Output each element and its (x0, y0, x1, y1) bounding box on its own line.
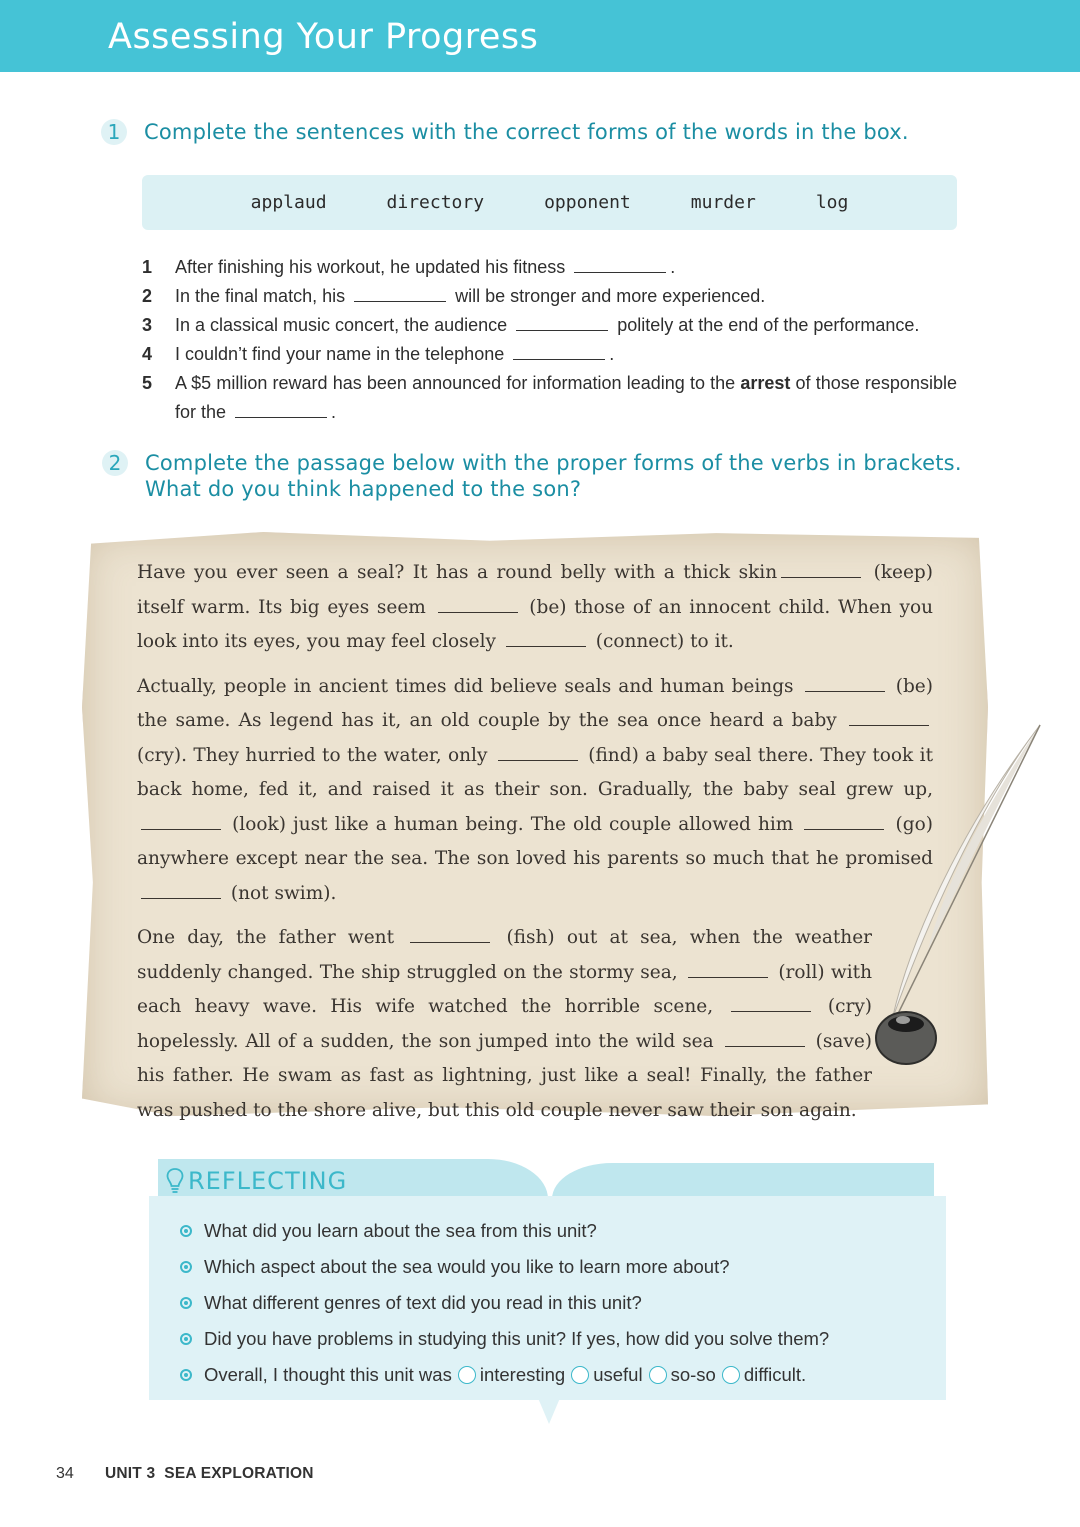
bullet-icon (180, 1297, 192, 1309)
rating-option-radio[interactable] (571, 1366, 589, 1384)
task-2-instruction-line1: Complete the passage below with the proper forms of the verbs in brackets. (145, 451, 962, 475)
story-passage (137, 556, 933, 1138)
question-text: Did you have problems in studying this unit? If yes, how did you solve them? (204, 1328, 830, 1349)
rating-option-label: interesting (479, 1364, 566, 1385)
verb-blank[interactable] (141, 897, 221, 899)
rating-prompt: Overall, I thought this unit was (204, 1364, 452, 1385)
verb-blank[interactable] (410, 941, 490, 943)
reflecting-rating (180, 1357, 940, 1393)
sentence-number: 1 (142, 257, 153, 277)
sentence-text: of those responsible for the (175, 373, 957, 422)
passage-text: One day, the father went (137, 927, 395, 948)
reflecting-question-list (180, 1213, 940, 1393)
verb-blank[interactable] (781, 576, 861, 578)
reflecting-title: REFLECTING (188, 1167, 348, 1195)
bullet-icon (180, 1225, 192, 1237)
task-1-instruction: Complete the sentences with the correct forms of the words in the box. (144, 120, 909, 144)
sentence-item (142, 311, 957, 340)
sentence-text: In a classical music concert, the audience (175, 315, 508, 335)
task-2-instruction-line2: What do you think happened to the son? (145, 477, 582, 501)
passage-paragraph (137, 921, 872, 1128)
reflecting-question (180, 1213, 940, 1249)
reflecting-tab (552, 1163, 934, 1199)
passage-text: (save) his father. He swam as fast as lightning, just like a seal! Finally, the father was pushed to the shore alive, but this old couple never saw their son again. (137, 1030, 872, 1121)
sentence-text: After finishing his workout, he updated his fitness (175, 257, 566, 277)
rating-option-label: difficult. (743, 1364, 807, 1385)
passage-text: (find) a baby seal there. They took it back home, fed it, and raised it as their son. Gradually, the baby seal grew up, (137, 744, 933, 800)
answer-blank[interactable] (354, 300, 446, 302)
sentence-number: 5 (142, 373, 153, 393)
sentence-text: I couldn’t find your name in the telephone (175, 344, 505, 364)
passage-text: (fish) out at sea, when the weather suddenly changed. The ship struggled on the stormy sea, (137, 927, 872, 983)
sentence-number: 4 (142, 344, 153, 364)
word-box-item: murder (690, 192, 756, 213)
passage-paragraph (137, 556, 933, 660)
answer-blank[interactable] (574, 271, 666, 273)
unit-label: UNIT 3 SEA EXPLORATION (105, 1465, 314, 1482)
reflecting-question (180, 1285, 940, 1321)
quill-and-inkwell-image (840, 720, 1050, 1080)
verb-blank[interactable] (731, 1010, 811, 1012)
question-text: What did you learn about the sea from this unit? (204, 1220, 597, 1241)
verb-blank[interactable] (725, 1045, 805, 1047)
sentence-text: will be stronger and more experienced. (455, 286, 766, 306)
passage-text: (cry). They hurried to the water, only (137, 744, 488, 766)
rating-option-radio[interactable] (458, 1366, 476, 1384)
question-text: Which aspect about the sea would you like to learn more about? (204, 1256, 730, 1277)
sentence-item (142, 253, 957, 282)
answer-blank[interactable] (235, 416, 327, 418)
sentence-item (142, 369, 957, 427)
page-title: Assessing Your Progress (108, 17, 539, 57)
task-2-number: 2 (102, 450, 128, 476)
word-box (142, 175, 957, 230)
passage-text: (not swim). (230, 882, 337, 904)
passage-text: (keep) itself warm. Its big eyes seem (137, 562, 933, 618)
word-box-item: opponent (544, 192, 631, 213)
rating-option-label: useful (593, 1364, 643, 1385)
verb-blank[interactable] (688, 976, 768, 978)
verb-blank[interactable] (805, 690, 885, 692)
sentence-text: A $5 million reward has been announced for information leading to the (175, 373, 736, 393)
question-text: What different genres of text did you read in this unit? (204, 1292, 642, 1313)
word-box-item: directory (386, 192, 485, 213)
sentence-number: 2 (142, 286, 153, 306)
passage-text: (go) anywhere except near the sea. The son loved his parents so much that he promised (137, 813, 933, 869)
passage-text: (cry) hopelessly. All of a sudden, the son jumped into the wild sea (137, 996, 872, 1052)
reflecting-notch (538, 1398, 560, 1424)
sentence-text: In the final match, his (175, 286, 346, 306)
rating-option-label: so-so (670, 1364, 716, 1385)
passage-text: (look) just like a human being. The old couple allowed him (232, 813, 794, 835)
verb-blank[interactable] (498, 759, 578, 761)
reflecting-question (180, 1321, 940, 1357)
sentence-bold-word: arrest (740, 373, 791, 393)
verb-blank[interactable] (438, 611, 518, 613)
bullet-icon (180, 1333, 192, 1345)
verb-blank[interactable] (141, 828, 221, 830)
passage-text: Actually, people in ancient times did believe seals and human beings (137, 675, 794, 697)
bullet-icon (180, 1369, 192, 1381)
sentence-text: . (609, 344, 615, 364)
passage-text: Have you ever seen a seal? It has a round belly with a thick skin (137, 562, 778, 583)
word-box-item: applaud (250, 192, 327, 213)
passage-text: (connect) to it. (595, 631, 734, 652)
sentence-list (142, 253, 957, 427)
page-number: 34 (56, 1465, 74, 1482)
sentence-number: 3 (142, 315, 153, 335)
sentence-text: politely at the end of the performance. (617, 315, 920, 335)
word-box-item: log (815, 192, 849, 213)
answer-blank[interactable] (516, 329, 608, 331)
sentence-text: . (331, 402, 337, 422)
task-1-number: 1 (101, 119, 127, 145)
lightbulb-icon (166, 1167, 184, 1195)
passage-paragraph (137, 670, 933, 912)
rating-option-radio[interactable] (722, 1366, 740, 1384)
sentence-text: . (670, 257, 676, 277)
sentence-item (142, 340, 957, 369)
rating-option-radio[interactable] (649, 1366, 667, 1384)
reflecting-question (180, 1249, 940, 1285)
verb-blank[interactable] (506, 645, 586, 647)
passage-text: (be) those of an innocent child. When you look into its eyes, you may feel closely (137, 596, 933, 652)
passage-text: (be) the same. As legend has it, an old couple by the sea once heard a baby (137, 675, 933, 731)
answer-blank[interactable] (513, 358, 605, 360)
bullet-icon (180, 1261, 192, 1273)
passage-text: (roll) with each heavy wave. His wife watched the horrible scene, (137, 961, 872, 1017)
sentence-item (142, 282, 957, 311)
task-2-instruction (145, 450, 975, 502)
